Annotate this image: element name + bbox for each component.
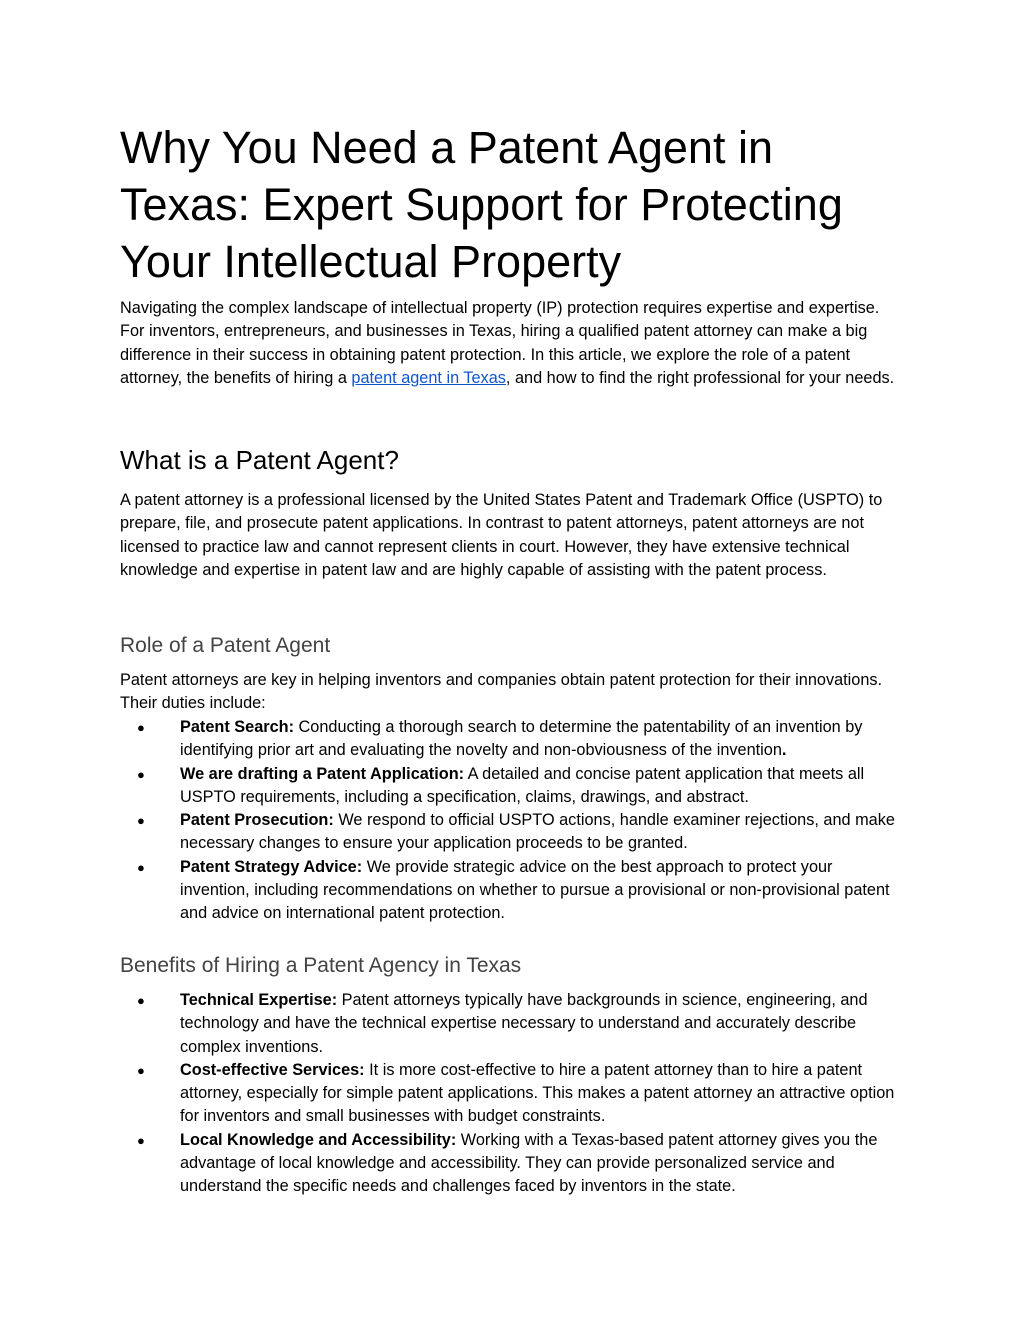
list-item-text: A detailed and concise patent application that meets all USPTO requirements, including a specification, claims, drawings, and abstract. — [180, 764, 865, 806]
what-is-heading: What is a Patent Agent? — [120, 445, 399, 475]
bullet-icon: ● — [137, 1132, 145, 1148]
patent-agent-texas-link[interactable]: patent agent in Texas — [351, 368, 506, 387]
list-item-term: Technical Expertise: — [180, 991, 338, 1009]
list-item — [120, 763, 906, 810]
bullet-icon: ● — [137, 1062, 145, 1078]
list-item-term: Cost-effective Services: — [180, 1060, 365, 1079]
list-item-text: It is more cost-effective to hire a patent attorney than to hire a patent attorney, especially for simple patent applications. This makes a patent attorney an attractive option for inventors and small businesses with budget constraints. — [180, 1060, 895, 1126]
benefits-list — [120, 989, 906, 1199]
list-item-text: Conducting a thorough search to determine the patentability of an invention by identifying prior art and evaluating the novelty and non-obviousness of the invention — [180, 718, 863, 760]
bullet-icon: ● — [137, 720, 145, 735]
list-item-text: We respond to official USPTO actions, handle examiner rejections, and make necessary changes to ensure your application proceeds to be granted. — [180, 811, 895, 853]
what-is-paragraph: A patent attorney is a professional licensed by the United States Patent and Trademark Office (USPTO) to prepare, file, and prosecute patent applications. In contrast to patent attorneys, patent attorneys are not licensed to practice law and cannot represent clients in court. However, they have extensive technical knowledge and expertise in patent law and are highly capable of assisting with the patent process. — [120, 491, 883, 579]
list-item-text: We provide strategic advice on the best approach to protect your invention, including recommendations on whether to pursue a provisional or non-provisional patent and advice on international patent protection. — [180, 857, 890, 923]
bullet-icon: ● — [137, 859, 145, 875]
list-item — [120, 989, 906, 1059]
benefits-heading: Benefits of Hiring a Patent Agency in Texas — [120, 954, 522, 977]
list-item — [120, 1059, 906, 1129]
list-item-text: Patent attorneys typically have backgrounds in science, engineering, and technology and have the technical expertise necessary to understand and accurately describe complex inventions. — [180, 991, 868, 1056]
list-item — [120, 716, 906, 763]
list-item-term: Local Knowledge and Accessibility: — [180, 1130, 457, 1149]
list-item-text: Working with a Texas-based patent attorney gives you the advantage of local knowledge and accessibility. They can provide personalized service and understand the specific needs and challenges faced by inventors in the state. — [180, 1130, 878, 1196]
document-title: Why You Need a Patent Agent in Texas: Expert Support for Protecting Your Intellectual Property — [120, 122, 843, 287]
bullet-icon: ● — [137, 813, 145, 829]
intro-text-after-link: , and how to find the right professional for your needs. — [505, 368, 895, 387]
list-item-trail: . — [781, 741, 787, 760]
bullet-icon: ● — [137, 766, 145, 782]
intro-paragraph — [120, 297, 906, 390]
role-heading: Role of a Patent Agent — [120, 634, 331, 657]
role-paragraph: Patent attorneys are key in helping inventors and companies obtain patent protection for their innovations. Their duties include: — [120, 671, 883, 713]
role-duties-list — [120, 716, 906, 926]
list-item-term: Patent Prosecution: — [180, 811, 334, 830]
list-item-term: We are drafting a Patent Application: — [180, 764, 465, 783]
intro-text-before-link: Navigating the complex landscape of intellectual property (IP) protection requires expertise and expertise. For inventors, entrepreneurs, and businesses in Texas, hiring a qualified patent attorney can make a big difference in their success in obtaining patent protection. In this article, we explore the role of a patent attorney, the benefits of hiring a — [120, 299, 880, 387]
list-item — [120, 856, 906, 926]
list-item-term: Patent Search: — [180, 718, 295, 736]
list-item — [120, 1129, 906, 1199]
bullet-icon: ● — [137, 993, 145, 1008]
list-item — [120, 809, 906, 856]
list-item-term: Patent Strategy Advice: — [180, 857, 363, 876]
